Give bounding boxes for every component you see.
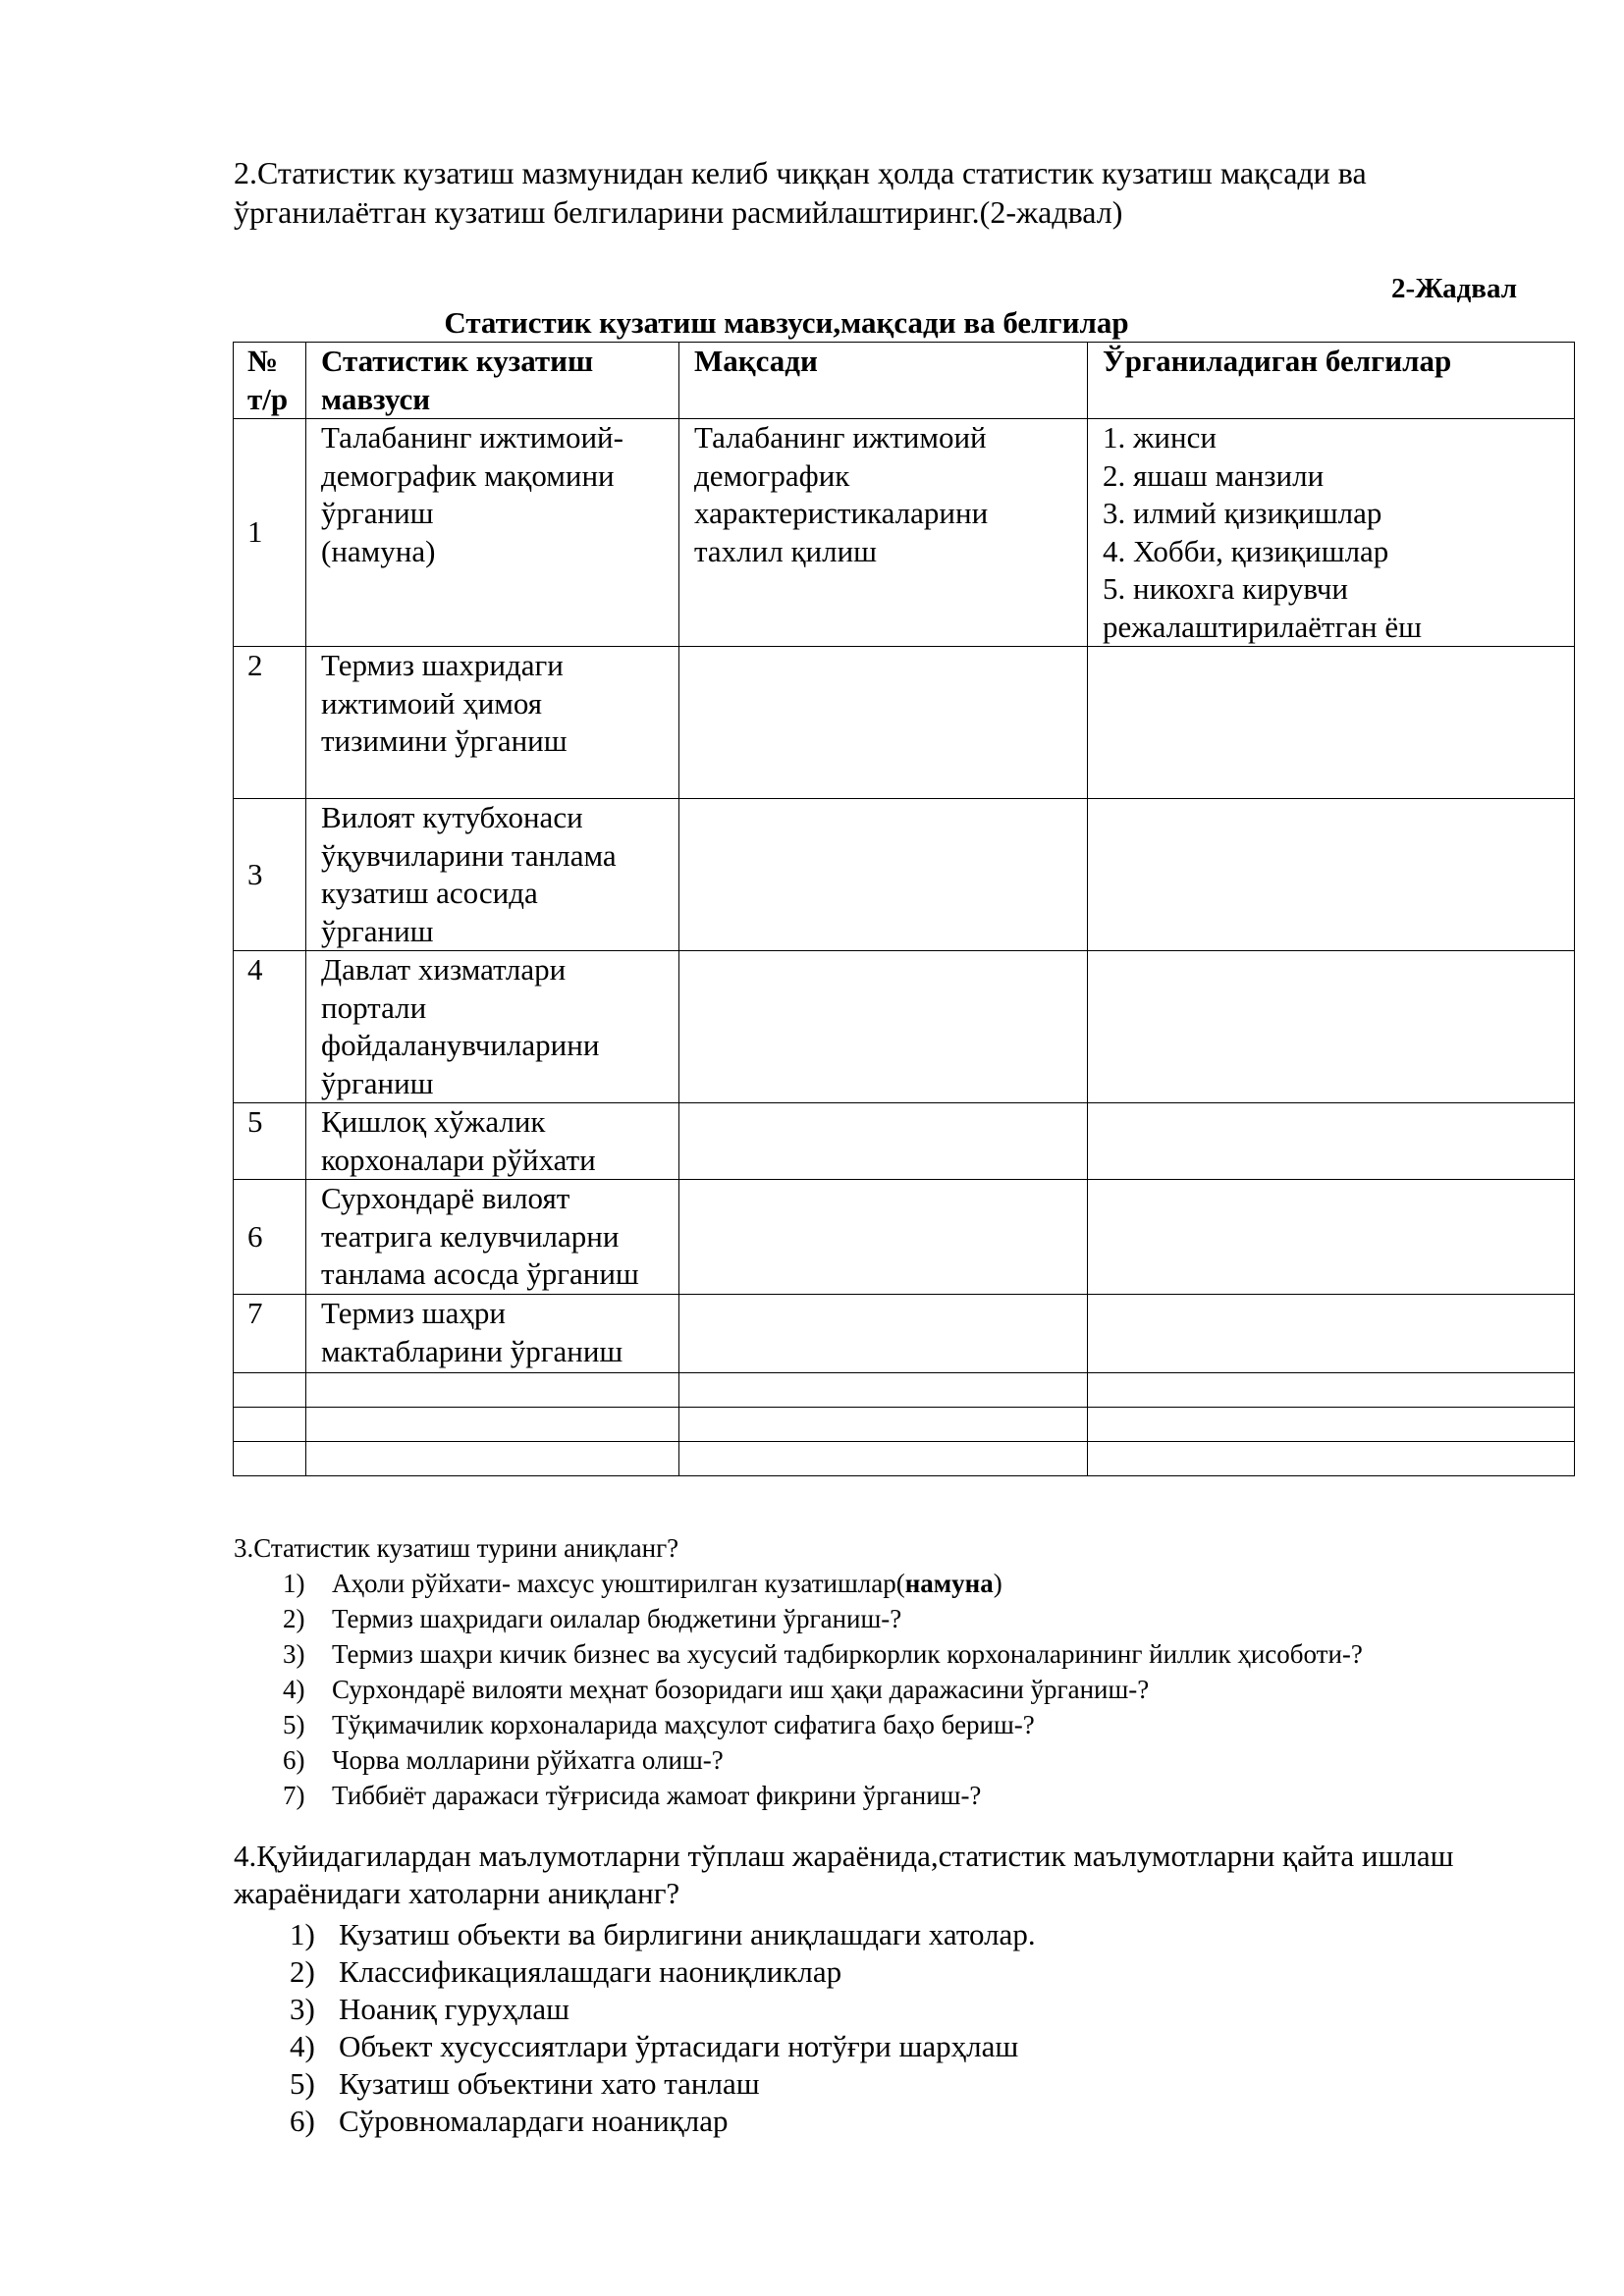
list-item-number: 1) <box>290 1917 315 1951</box>
list-item-text: Термиз шаҳри кичик бизнес ва хусусий тадбиркорлик корхоналарининг йиллик ҳисоботи-? <box>332 1639 1363 1669</box>
row-topic-line: театрига келувчиларни <box>321 1218 620 1254</box>
table-row-empty <box>234 1408 1575 1442</box>
empty-cell <box>234 1442 306 1476</box>
list-item-number: 7) <box>283 1781 305 1810</box>
empty-cell <box>679 1408 1088 1442</box>
list-item-text: Термиз шаҳридаги оилалар бюджетини ўрганиш-? <box>332 1604 902 1633</box>
row-features-cell <box>1088 1295 1575 1373</box>
task-2-text: 2.Статистик кузатиш мазмунидан келиб чиққан ҳолда статистик кузатиш мақсади ва ўрганилаётган кузатиш белгиларини расмийлаштиринг.(2-жадвал) <box>234 155 1367 230</box>
list-item-number: 3) <box>290 1992 315 2026</box>
list-item-text: Классификациялашдаги наониқликлар <box>339 1954 842 1989</box>
row-goal-cell <box>679 647 1088 799</box>
table-body <box>234 419 1575 1476</box>
row-goal-line: демографик <box>694 457 850 493</box>
row-topic-line: тизимини ўрганиш <box>321 723 568 758</box>
row-features-cell <box>1088 1180 1575 1295</box>
row-topic-line: ўрганиш <box>321 1065 434 1100</box>
row-topic-line: Талабанинг ижтимоий- <box>321 420 623 454</box>
row-topic-cell <box>306 1180 679 1295</box>
row-goal-cell <box>679 419 1088 647</box>
list-item <box>234 1601 1549 1636</box>
row-topic-line: портали <box>321 989 427 1025</box>
empty-cell <box>1088 1373 1575 1408</box>
list-item <box>234 2103 1510 2140</box>
row-topic-line: танлама асосда ўрганиш <box>321 1256 639 1291</box>
row-topic-line: Давлат хизматлари <box>321 952 567 987</box>
list-item-text: Аҳоли рўйхати- махсус уюштирилган кузатишлар( <box>332 1569 905 1598</box>
list-item <box>234 1636 1549 1672</box>
row-number-cell <box>234 647 306 799</box>
row-topic-line: Қишлоқ хўжалик <box>321 1104 546 1139</box>
row-goal-cell <box>679 951 1088 1103</box>
row-features-line: 4. Хобби, қизиқишлар <box>1103 533 1389 568</box>
row-number-cell <box>234 799 306 951</box>
row-topic-line: фойдаланувчиларини <box>321 1028 600 1062</box>
task-4-list <box>234 1916 1510 2140</box>
list-item-text: Сурхондарё вилояти меҳнат бозоридаги иш ҳақи даражасини ўрганиш-? <box>332 1675 1150 1704</box>
header-features: Ўрганиладиган белгилар <box>1088 343 1575 419</box>
row-topic-cell <box>306 647 679 799</box>
row-topic-line: мактабларини ўрганиш <box>321 1333 623 1368</box>
row-topic-line: Термиз шахридаги <box>321 648 564 682</box>
list-item <box>234 2065 1510 2103</box>
table-row <box>234 799 1575 951</box>
list-item-number: 3) <box>283 1639 305 1669</box>
row-topic-cell <box>306 1103 679 1180</box>
row-features-line: 2. яшаш манзили <box>1103 457 1325 493</box>
row-number: 3 <box>247 856 263 891</box>
table-row <box>234 647 1575 799</box>
header-number <box>234 343 306 419</box>
row-topic-cell <box>306 799 679 951</box>
observation-table <box>233 342 1575 1476</box>
list-item <box>234 1566 1549 1601</box>
list-item <box>234 1742 1549 1778</box>
table-row <box>234 1180 1575 1295</box>
row-features-line: режалаштирилаётган ёш <box>1103 609 1423 644</box>
row-number: 4 <box>247 952 263 987</box>
table-row <box>234 1103 1575 1180</box>
row-number: 1 <box>247 514 263 550</box>
row-number-cell <box>234 951 306 1103</box>
table-row-empty <box>234 1373 1575 1408</box>
list-item-text: Ноаниқ гуруҳлаш <box>339 1992 570 2026</box>
list-item <box>234 1778 1549 1813</box>
row-topic-line: Термиз шаҳри <box>321 1296 506 1330</box>
row-number: 7 <box>247 1296 263 1330</box>
row-features-line: 3. илмий қизиқишлар <box>1103 496 1382 530</box>
table-row <box>234 951 1575 1103</box>
list-item-text: Тўқимачилик корхоналарида маҳсулот сифатига баҳо бериш-? <box>332 1710 1035 1739</box>
row-number: 2 <box>247 648 263 682</box>
row-goal-cell <box>679 1103 1088 1180</box>
list-item <box>234 1707 1549 1742</box>
row-features-cell <box>1088 799 1575 951</box>
header-goal: Мақсади <box>679 343 1088 419</box>
header-number-line1: № <box>247 344 279 378</box>
row-topic-line: демографик мақомини <box>321 457 615 493</box>
empty-cell <box>234 1408 306 1442</box>
row-number-cell <box>234 1180 306 1295</box>
row-features-cell <box>1088 951 1575 1103</box>
list-item-text: Чорва молларини рўйхатга олиш-? <box>332 1745 724 1775</box>
list-item <box>234 2028 1510 2065</box>
empty-cell <box>306 1408 679 1442</box>
table-row-empty <box>234 1442 1575 1476</box>
list-item-text: Сўровномалардаги ноаниқлар <box>339 2104 729 2138</box>
list-item-number: 2) <box>290 1954 315 1989</box>
list-item-text: Тиббиёт даражаси тўғрисида жамоат фикрини ўрганиш-? <box>332 1781 982 1810</box>
list-item <box>234 1953 1510 1991</box>
row-features-cell <box>1088 419 1575 647</box>
list-item-number: 2) <box>283 1604 305 1633</box>
list-item-number: 5) <box>290 2066 315 2101</box>
table-row <box>234 419 1575 647</box>
list-item-text: Объект хусуссиятлари ўртасидаги нотўғри шарҳлаш <box>339 2029 1019 2063</box>
task-3-text: 3.Статистик кузатиш турини аниқланг? <box>234 1533 679 1563</box>
row-topic-cell <box>306 419 679 647</box>
row-number-cell <box>234 1295 306 1373</box>
row-goal-cell <box>679 1180 1088 1295</box>
empty-cell <box>679 1442 1088 1476</box>
header-topic: Статистик кузатиш мавзуси <box>306 343 679 419</box>
row-features-line: 1. жинси <box>1103 420 1217 454</box>
list-item-number: 4) <box>290 2029 315 2063</box>
row-features-line: 5. никохга кирувчи <box>1103 571 1348 606</box>
row-goal-cell <box>679 799 1088 951</box>
table-header-row <box>234 343 1575 419</box>
empty-cell <box>234 1373 306 1408</box>
list-item-number: 6) <box>283 1745 305 1775</box>
row-topic-line: ўқувчиларини танлама <box>321 837 617 873</box>
row-goal-cell <box>679 1295 1088 1373</box>
list-item-text: Кузатиш объектини хато танлаш <box>339 2066 760 2101</box>
row-goal-line: тахлил қилиш <box>694 533 878 568</box>
empty-cell <box>306 1442 679 1476</box>
row-topic-line: корхоналари рўйхати <box>321 1142 596 1177</box>
row-topic-line: Сурхондарё вилоят <box>321 1181 570 1215</box>
list-item-number: 1) <box>283 1569 305 1598</box>
row-number: 6 <box>247 1218 263 1254</box>
header-number-line2: т/р <box>247 381 289 416</box>
empty-cell <box>679 1373 1088 1408</box>
row-features-cell <box>1088 1103 1575 1180</box>
table-row <box>234 1295 1575 1373</box>
empty-cell <box>1088 1408 1575 1442</box>
list-item-number: 6) <box>290 2104 315 2138</box>
list-item-number: 4) <box>283 1675 305 1704</box>
table-title: Статистик кузатиш мавзуси,мақсади ва белгилар <box>444 305 1129 340</box>
list-item-bold-text: намуна <box>904 1569 994 1598</box>
row-goal-line: характеристикаларини <box>694 496 989 530</box>
list-item <box>234 1991 1510 2028</box>
task-4-text: 4.Қуйидагилардан маълумотларни тўплаш жараёнида,статистик маълумотларни қайта ишлаш жараёнидаги хатоларни аниқланг? <box>234 1839 1454 1910</box>
list-item <box>234 1916 1510 1953</box>
row-topic-line: ўрганиш <box>321 496 434 530</box>
table-number-label: 2-Жадвал <box>1391 273 1517 304</box>
list-item-text-suffix: ) <box>993 1569 1002 1598</box>
task-3-list <box>234 1566 1549 1813</box>
list-item <box>234 1672 1549 1707</box>
empty-cell <box>306 1373 679 1408</box>
list-item-number: 5) <box>283 1710 305 1739</box>
row-topic-line: кузатиш асосида <box>321 876 538 910</box>
list-item-text: Кузатиш объекти ва бирлигини аниқлашдаги хатолар. <box>339 1917 1036 1951</box>
row-topic-line: (намуна) <box>321 533 436 568</box>
row-topic-line: ўрганиш <box>321 913 434 948</box>
row-topic-cell <box>306 1295 679 1373</box>
row-number-cell <box>234 1103 306 1180</box>
row-number-cell <box>234 419 306 647</box>
row-topic-line: ижтимоий ҳимоя <box>321 685 543 721</box>
row-features-cell <box>1088 647 1575 799</box>
empty-cell <box>1088 1442 1575 1476</box>
row-number: 5 <box>247 1104 263 1139</box>
row-topic-cell <box>306 951 679 1103</box>
row-goal-line: Талабанинг ижтимоий <box>694 420 987 454</box>
row-topic-line: Вилоят кутубхонаси <box>321 800 583 834</box>
